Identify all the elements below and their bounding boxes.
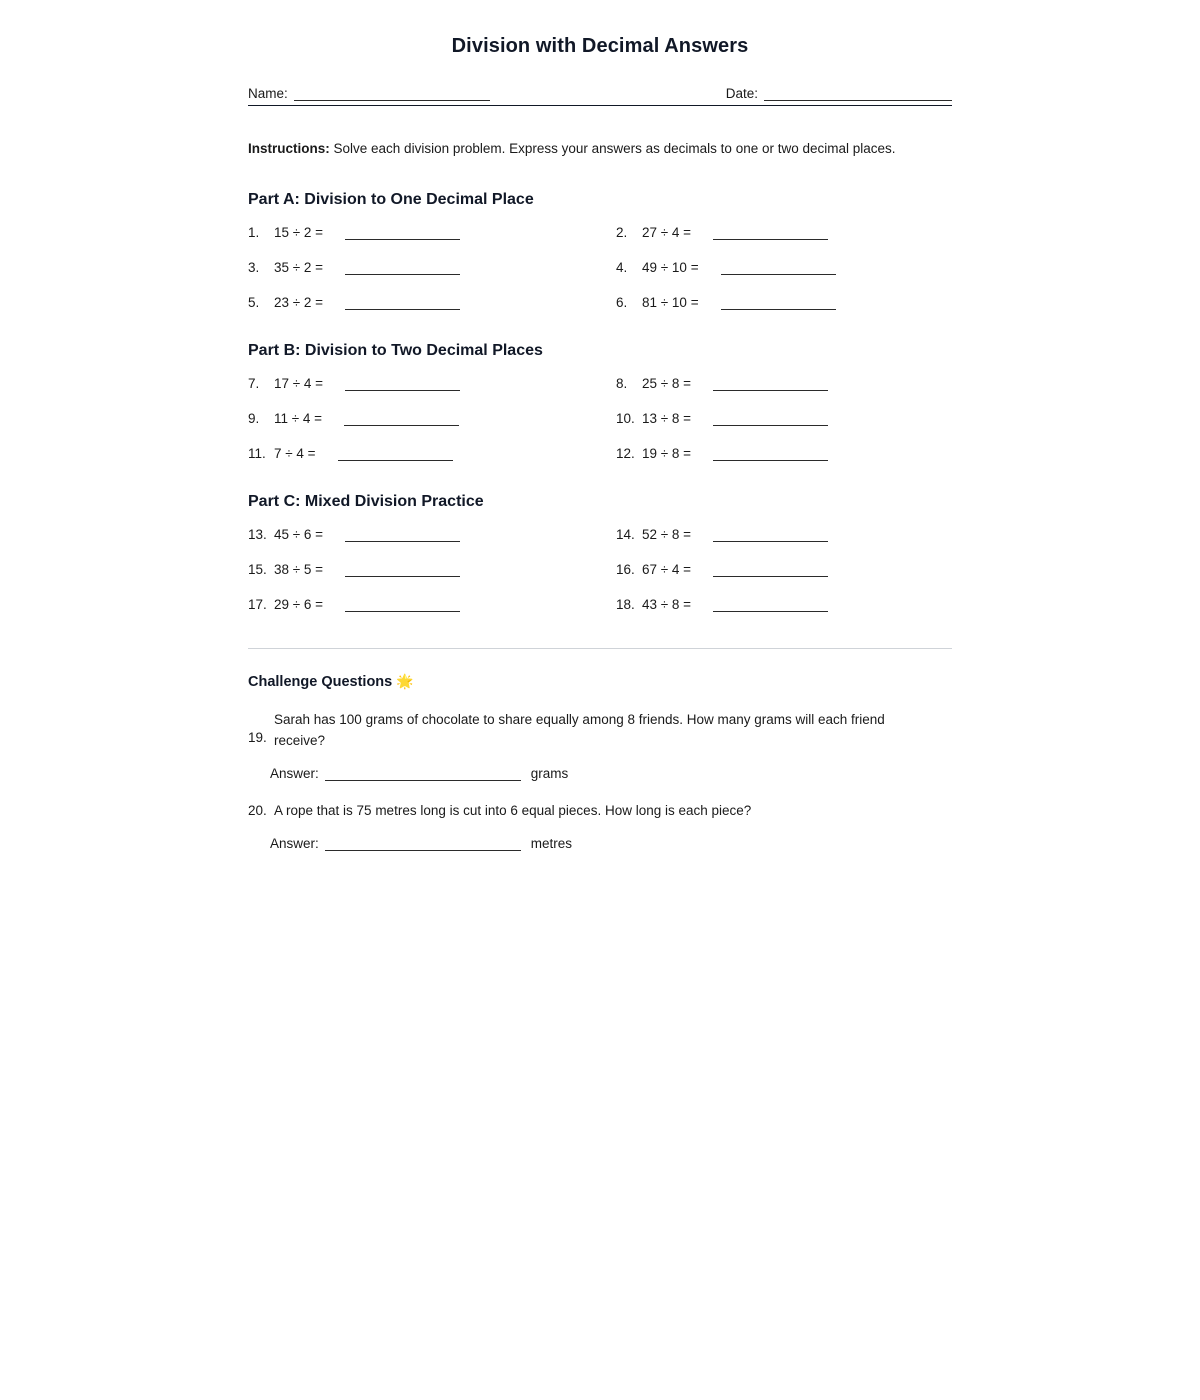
answer-input-line[interactable] xyxy=(713,598,828,612)
question-item xyxy=(248,527,616,542)
question-number: 7. xyxy=(248,376,260,392)
answer-input-line[interactable] xyxy=(713,412,828,426)
date-input-line[interactable] xyxy=(764,88,952,101)
question-item xyxy=(616,260,952,275)
question-item xyxy=(248,376,616,391)
question-number: 3. xyxy=(248,260,260,276)
challenge-question-20 xyxy=(248,801,952,822)
question-item xyxy=(616,562,952,577)
challenge-heading xyxy=(248,673,952,690)
answer-input-line[interactable] xyxy=(721,296,836,310)
question-number: 1. xyxy=(248,225,260,241)
answer-input-line[interactable] xyxy=(713,528,828,542)
answer-unit: metres xyxy=(530,836,573,852)
question-item xyxy=(616,376,952,391)
question-text: 52 ÷ 8 = xyxy=(642,527,692,543)
answer-input-line[interactable] xyxy=(713,447,828,461)
question-number: 8. xyxy=(616,376,628,392)
question-item xyxy=(616,225,952,240)
question-text: 7 ÷ 4 = xyxy=(274,446,316,462)
question-text: 27 ÷ 4 = xyxy=(642,225,692,241)
question-item xyxy=(616,527,952,542)
answer-row-19 xyxy=(270,766,952,781)
page-title: Division with Decimal Answers xyxy=(451,35,749,57)
answer-input-line[interactable] xyxy=(713,563,828,577)
challenge-heading-label: Challenge Questions xyxy=(248,674,393,691)
question-number: 12. xyxy=(616,446,635,462)
part-c-questions xyxy=(248,527,952,612)
question-number: 20. xyxy=(248,803,267,819)
part-c-heading: Part C: Mixed Division Practice xyxy=(248,493,484,511)
question-text: A rope that is 75 metres long is cut into 6 equal pieces. How long is each piece? xyxy=(274,803,752,819)
question-number: 10. xyxy=(616,411,635,427)
question-number: 16. xyxy=(616,562,635,578)
question-text: 45 ÷ 6 = xyxy=(274,527,324,543)
star-icon: 🌟 xyxy=(396,673,414,690)
name-input-line[interactable] xyxy=(294,88,490,101)
question-text: 19 ÷ 8 = xyxy=(642,446,692,462)
answer-input-line[interactable] xyxy=(325,767,521,781)
question-text: 29 ÷ 6 = xyxy=(274,597,324,613)
question-number: 11. xyxy=(248,446,266,462)
answer-input-line[interactable] xyxy=(345,598,460,612)
date-label: Date: xyxy=(725,86,758,101)
question-number: 5. xyxy=(248,295,260,311)
challenge-question-19 xyxy=(248,710,952,752)
question-text: 25 ÷ 8 = xyxy=(642,376,692,392)
question-number: 15. xyxy=(248,562,267,578)
answer-input-line[interactable] xyxy=(713,377,828,391)
question-number: 2. xyxy=(616,225,628,241)
instructions-text: Solve each division problem. Express your answers as decimals to one or two decimal places. xyxy=(329,141,896,156)
answer-input-line[interactable] xyxy=(713,226,828,240)
question-text: 13 ÷ 8 = xyxy=(642,411,692,427)
question-item xyxy=(248,225,616,240)
question-text: 67 ÷ 4 = xyxy=(642,562,692,578)
answer-input-line[interactable] xyxy=(325,837,521,851)
question-number: 18. xyxy=(616,597,635,613)
question-text: 15 ÷ 2 = xyxy=(274,225,324,241)
answer-input-line[interactable] xyxy=(345,528,460,542)
answer-input-line[interactable] xyxy=(345,296,460,310)
question-item xyxy=(248,411,616,426)
question-number: 4. xyxy=(616,260,628,276)
part-b-heading: Part B: Division to Two Decimal Places xyxy=(248,342,543,360)
question-number: 14. xyxy=(616,527,635,543)
instructions-label: Instructions: xyxy=(248,141,330,156)
instructions xyxy=(248,139,952,159)
answer-input-line[interactable] xyxy=(345,377,460,391)
question-text: Sarah has 100 grams of chocolate to share equally among 8 friends. How many grams will each friend receive? xyxy=(274,712,885,749)
question-item xyxy=(248,295,616,310)
answer-input-line[interactable] xyxy=(345,261,460,275)
part-b-questions xyxy=(248,376,952,461)
question-item xyxy=(616,446,952,461)
answer-unit: grams xyxy=(530,766,569,782)
worksheet-page xyxy=(248,0,952,851)
part-a-heading: Part A: Division to One Decimal Place xyxy=(248,191,534,209)
question-number: 19. xyxy=(248,730,267,746)
question-number: 13. xyxy=(248,527,267,543)
question-item xyxy=(616,411,952,426)
question-text: 11 ÷ 4 = xyxy=(274,411,323,427)
answer-row-20 xyxy=(270,836,952,851)
name-date-row xyxy=(248,86,952,101)
question-item xyxy=(248,597,616,612)
question-item xyxy=(248,446,616,461)
question-item xyxy=(616,597,952,612)
question-text: 38 ÷ 5 = xyxy=(274,562,324,578)
question-number: 17. xyxy=(248,597,267,613)
question-number: 9. xyxy=(248,411,260,427)
question-text: 49 ÷ 10 = xyxy=(642,260,699,276)
answer-input-line[interactable] xyxy=(721,261,836,275)
question-item xyxy=(248,260,616,275)
date-field-group xyxy=(726,86,952,101)
question-item xyxy=(616,295,952,310)
answer-input-line[interactable] xyxy=(345,563,460,577)
question-text: 17 ÷ 4 = xyxy=(274,376,324,392)
section-divider xyxy=(248,648,952,649)
name-label: Name: xyxy=(248,86,288,101)
answer-input-line[interactable] xyxy=(344,412,459,426)
header-divider xyxy=(248,105,952,106)
question-text: 23 ÷ 2 = xyxy=(274,295,324,311)
question-number: 6. xyxy=(616,295,628,311)
question-text: 81 ÷ 10 = xyxy=(642,295,699,311)
answer-label: Answer: xyxy=(270,766,319,782)
name-field-group xyxy=(248,86,490,101)
question-item xyxy=(248,562,616,577)
answer-label: Answer: xyxy=(270,836,319,852)
answer-input-line[interactable] xyxy=(345,226,460,240)
part-a-questions xyxy=(248,225,952,310)
answer-input-line[interactable] xyxy=(338,447,453,461)
question-text: 35 ÷ 2 = xyxy=(274,260,324,276)
question-text: 43 ÷ 8 = xyxy=(642,597,692,613)
